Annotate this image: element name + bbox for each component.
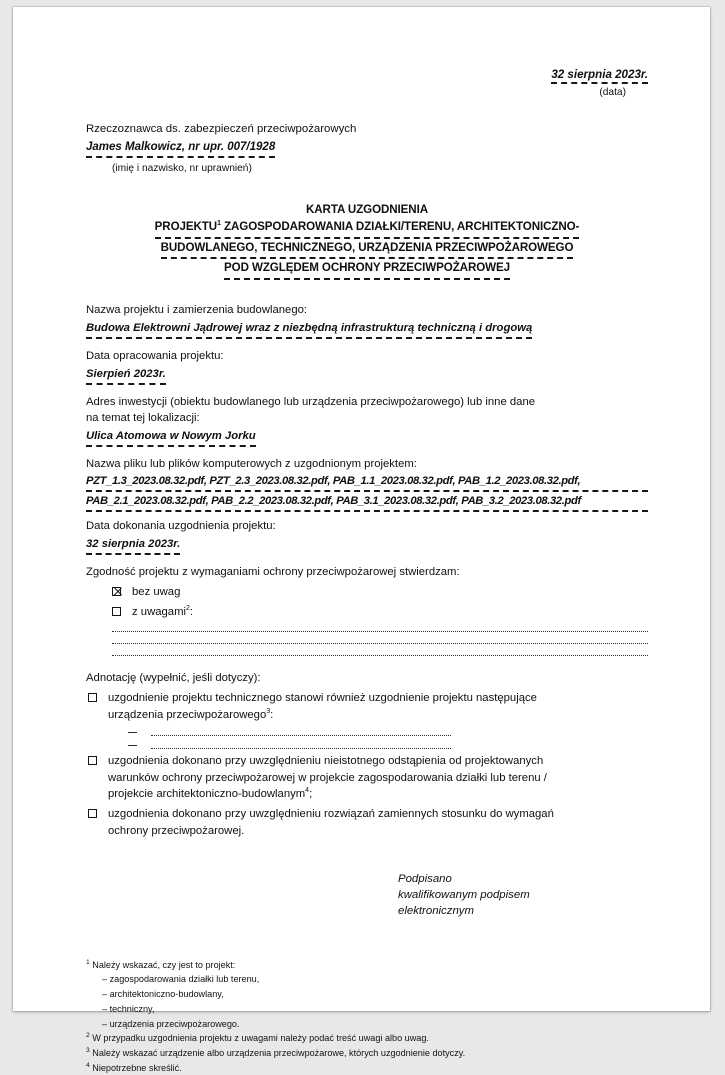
remarks-dotted-line-3[interactable] [112, 655, 648, 656]
footnotes [86, 958, 648, 1075]
project-date-label: Data opracowania projektu: [86, 349, 224, 362]
checkbox-row-annotation-3[interactable] [86, 806, 648, 839]
address-value[interactable]: Ulica Atomowa w Nowym Jorku [86, 428, 256, 447]
footnote-ref-3: 3 [266, 708, 271, 716]
document-body [86, 67, 648, 1075]
annotation-sub-dotted-2[interactable] [151, 748, 451, 749]
agreement-date-label: Data dokonania uzgodnienia projektu: [86, 519, 276, 532]
checkbox-annotation-3-label: uzgodnienia dokonano przy uwzględnieniu rozwiązań zamiennych stosunku do wymagań ochrony przeciwpożarowej. [108, 808, 554, 837]
footnote-1-item-d: – urządzenia przeciwpożarowego. [102, 1018, 240, 1029]
checkbox-annotation-3[interactable] [88, 809, 97, 818]
expert-role-label: Rzeczoznawca ds. zabezpieczeń przeciwpożarowych [86, 122, 357, 135]
agreement-date-value[interactable]: 32 sierpnia 2023r. [86, 536, 180, 555]
checkbox-row-with-remarks[interactable] [86, 604, 648, 620]
footnote-1-item-b: – architektoniczno-budowlany, [102, 989, 224, 1000]
footnote-2: $^2$ W przypadku uzgodnienia projektu z uwagami należy podać treść uwagi albo uwag. [86, 1032, 429, 1044]
remarks-dotted-line-2[interactable] [112, 643, 648, 644]
address-label-line-2: na temat tej lokalizacji: [86, 411, 200, 424]
checkbox-no-remarks[interactable] [112, 587, 121, 596]
title-line-2: PROJEKTU$^1$ ZAGOSPODAROWANIA DZIAŁKI/TERENU, ARCHITEKTONICZNO- [155, 218, 580, 238]
annotation-sub-line-1[interactable] [86, 732, 648, 736]
expert-name-value[interactable]: James Malkowicz, nr upr. 007/1928 [86, 139, 275, 158]
signature-line-3: elektronicznym [398, 905, 474, 918]
checkbox-row-no-remarks[interactable] [86, 584, 648, 600]
footnote-4: $^4$ Niepotrzebne skreślić. [86, 1061, 182, 1073]
annotations-label: Adnotację (wypełnić, jeśli dotyczy): [86, 672, 261, 685]
date-block [86, 67, 648, 101]
footnote-3: $^3$ Należy wskazać urządzenie albo urządzenia przeciwpożarowe, których uzgodnienie dotyczy. [86, 1046, 466, 1058]
footnote-1-item-a: – zagospodarowania działki lub terenu, [102, 974, 260, 985]
footnote-1: $^1$ Należy wskazać, czy jest to projekt: [86, 958, 236, 970]
address-label-line-1: Adres inwestycji (obiektu budowlanego lub urządzenia przeciwpożarowego) lub inne dane [86, 395, 536, 408]
checkbox-annotation-1[interactable] [88, 693, 97, 702]
title-line-4: POD WZGLĘDEM OCHRONY PRZECIWPOŻAROWEJ [224, 259, 510, 279]
files-value-line-1[interactable]: PZT_1.3_2023.08.32.pdf, PZT_2.3_2023.08.32.pdf, PAB_1.1_2023.08.32.pdf, PAB_1.2_2023.08.32.pdf, [86, 474, 648, 492]
annotation-sub-dotted-1[interactable] [151, 735, 451, 736]
checkbox-row-annotation-2[interactable] [86, 753, 648, 802]
compliance-label: Zgodność projektu z wymaganiami ochrony przeciwpożarowej stwierdzam: [86, 565, 460, 578]
page-title [86, 201, 648, 280]
project-name-value[interactable]: Budowa Elektrowni Jądrowej wraz z niezbędną infrastrukturą techniczną i drogową [86, 320, 532, 339]
files-label: Nazwa pliku lub plików komputerowych z uzgodnionym projektem: [86, 457, 417, 470]
footnote-1-item-c: – techniczny, [102, 1003, 155, 1014]
checkbox-with-remarks[interactable] [112, 607, 121, 616]
project-date-value[interactable]: Sierpień 2023r. [86, 366, 166, 385]
document-date-caption: (data) [599, 87, 626, 99]
dash-icon [128, 745, 137, 746]
annotation-sub-line-2[interactable] [86, 745, 648, 749]
remarks-dotted-line-1[interactable] [112, 631, 648, 632]
signature-line-2: kwalifikowanym podpisem [398, 889, 530, 902]
project-name-label: Nazwa projektu i zamierzenia budowlanego: [86, 303, 308, 316]
files-value-line-2[interactable]: PAB_2.1_2023.08.32.pdf, PAB_2.2_2023.08.32.pdf, PAB_3.1_2023.08.32.pdf, PAB_3.2_2023.08.32.pdf [86, 494, 648, 512]
signature-block [86, 871, 648, 920]
checkbox-row-annotation-1[interactable] [86, 690, 648, 723]
checkbox-no-remarks-label: bez uwag [132, 585, 181, 598]
document-date-value[interactable]: 32 sierpnia 2023r. [551, 68, 648, 84]
signature-line-1: Podpisano [398, 873, 452, 886]
document-page [13, 7, 710, 1073]
checkbox-with-remarks-label: z uwagami$^2$: [132, 605, 194, 619]
title-line-3: BUDOWLANEGO, TECHNICZNEGO, URZĄDZENIA PRZECIWPOŻAROWEGO [161, 239, 574, 259]
footnote-ref-4: 4 [305, 787, 310, 795]
dash-icon [128, 732, 137, 733]
title-line-1: KARTA UZGODNIENIA [306, 202, 428, 216]
checkbox-annotation-1-label: uzgodnienie projektu technicznego stanowi również uzgodnienie projektu następujące urządzenia przeciwpożarowego$^3$: [108, 692, 537, 721]
footnote-ref-2: 2 [186, 605, 190, 613]
footnote-ref-1: 1 [217, 218, 221, 228]
checkbox-annotation-2[interactable] [88, 756, 97, 765]
expert-name-caption: (imię i nazwisko, nr uprawnień) [112, 163, 252, 175]
checkbox-annotation-2-label: uzgodnienia dokonano przy uwzględnieniu nieistotnego odstąpienia od projektowanych warunków ochrony przeciwpożarowej w projekcie zagospodarowania działki lub terenu / projekcie architektoniczno-budowlanym$^4$; [108, 755, 547, 800]
